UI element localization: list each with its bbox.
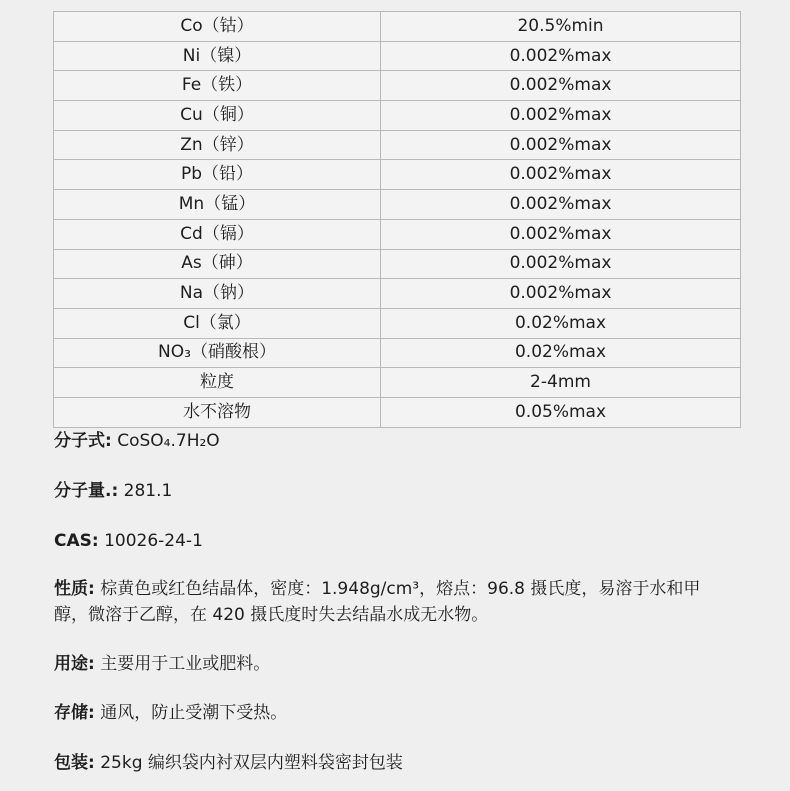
packaging <box>54 750 734 776</box>
packaging-label: 包装: <box>54 753 95 773</box>
table-row <box>54 397 741 427</box>
spec-item: Cu（铜） <box>54 101 381 131</box>
spec-item: 粒度 <box>54 368 381 398</box>
table-row <box>54 249 741 279</box>
table-row <box>54 338 741 368</box>
spec-item: Ni（镍） <box>54 41 381 71</box>
usage <box>54 651 734 677</box>
table-row <box>54 71 741 101</box>
spec-value: 0.002%max <box>381 130 741 160</box>
spec-value: 0.002%max <box>381 160 741 190</box>
properties-value: 棕黄色或红色结晶体，密度：1.948g/cm³，熔点：96.8 摄氏度，易溶于水和甲醇，微溶于乙醇，在 420 摄氏度时失去结晶水成无水物。 <box>54 579 701 625</box>
table-row <box>54 219 741 249</box>
storage <box>54 700 734 726</box>
table-row <box>54 190 741 220</box>
spec-item: As（砷） <box>54 249 381 279</box>
spec-value: 20.5%min <box>381 12 741 42</box>
spec-item: Co（钴） <box>54 12 381 42</box>
spec-value: 0.002%max <box>381 279 741 309</box>
molecular-formula <box>54 428 734 454</box>
spec-value: 0.002%max <box>381 190 741 220</box>
cas-number <box>54 528 734 554</box>
spec-value: 0.05%max <box>381 397 741 427</box>
storage-value: 通风，防止受潮下受热。 <box>94 703 288 723</box>
molecular-weight <box>54 478 734 504</box>
spec-value: 0.002%max <box>381 219 741 249</box>
spec-value: 0.002%max <box>381 101 741 131</box>
usage-label: 用途: <box>54 654 95 674</box>
spec-item: Zn（锌） <box>54 130 381 160</box>
table-row <box>54 101 741 131</box>
table-row <box>54 12 741 42</box>
properties <box>54 576 734 628</box>
table-row <box>54 130 741 160</box>
molecular-weight-label: 分子量.: <box>54 481 119 501</box>
table-row <box>54 279 741 309</box>
specification-table <box>53 11 741 428</box>
spec-item: NO₃（硝酸根） <box>54 338 381 368</box>
spec-value: 0.02%max <box>381 338 741 368</box>
storage-label: 存储: <box>54 703 95 723</box>
table-row <box>54 160 741 190</box>
molecular-weight-value: 281.1 <box>118 481 173 501</box>
cas-number-label: CAS: <box>54 531 99 551</box>
usage-value: 主要用于工业或肥料。 <box>94 654 271 674</box>
spec-item: 水不溶物 <box>54 397 381 427</box>
spec-item: Pb（铅） <box>54 160 381 190</box>
properties-label: 性质: <box>54 579 95 599</box>
spec-value: 0.02%max <box>381 308 741 338</box>
spec-item: Cl（氯） <box>54 308 381 338</box>
spec-value: 2-4mm <box>381 368 741 398</box>
spec-item: Mn（锰） <box>54 190 381 220</box>
cas-number-value: 10026-24-1 <box>98 531 203 551</box>
table-row <box>54 41 741 71</box>
spec-item: Na（钠） <box>54 279 381 309</box>
spec-item: Cd（镉） <box>54 219 381 249</box>
spec-value: 0.002%max <box>381 249 741 279</box>
table-row <box>54 308 741 338</box>
spec-value: 0.002%max <box>381 41 741 71</box>
table-row <box>54 368 741 398</box>
packaging-value: 25kg 编织袋内衬双层内塑料袋密封包装 <box>94 753 403 773</box>
spec-item: Fe（铁） <box>54 71 381 101</box>
spec-value: 0.002%max <box>381 71 741 101</box>
molecular-formula-label: 分子式: <box>54 431 112 451</box>
molecular-formula-value: CoSO₄.7H₂O <box>111 431 220 451</box>
